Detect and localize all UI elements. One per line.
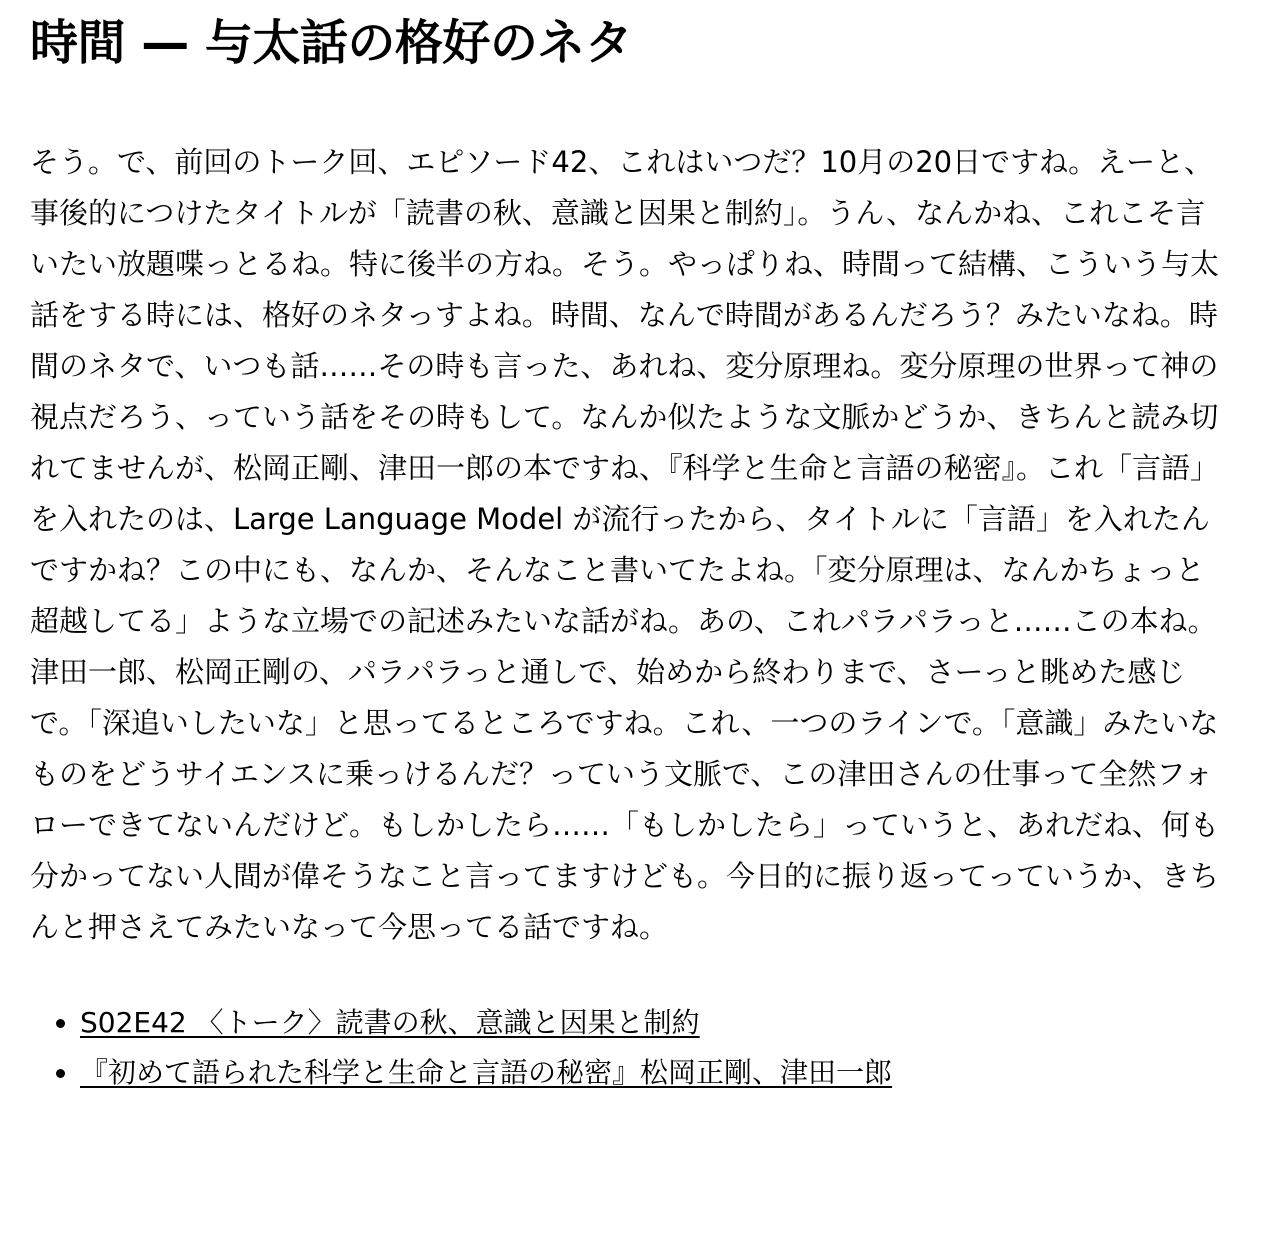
article [0, 15, 1261, 1098]
list-item [80, 1048, 1231, 1098]
book-link[interactable]: 『初めて語られた科学と生命と言語の秘密』松岡正剛、津田一郎 [80, 1055, 893, 1089]
article-body: そう。で、前回のトーク回、エピソード42、これはいつだ？10月の20日ですね。えーと、事後的につけたタイトルが「読書の秋、意識と因果と制約」。うん、なんかね、これこそ言いたい放題喋っとるね。特に後半の方ね。そう。やっぱりね、時間って結構、こういう与太話をする時には、格好のネタっすよね。時間、なんで時間があるんだろう？みたいなね。時間のネタで、いつも話……その時も言った、あれね、変分原理ね。変分原理の世界って神の視点だろう、っていう話をその時もして。なんか似たような文脈かどうか、きちんと読み切れてませんが、松岡正剛、津田一郎の本ですね、『科学と生命と言語の秘密』。これ「言語」を入れたのは、Large Language Model が流行ったから、タイトルに「言語」を入れたんですかね？この中にも、なんか、そんなこと書いてたよね。「変分原理は、なんかちょっと超越してる」ような立場での記述みたいな話がね。あの、これパラパラっと……この本ね。津田一郎、松岡正剛の、パラパラっと通しで、始めから終わりまで、さーっと眺めた感じで。「深追いしたいな」と思ってるところですね。これ、一つのラインで。「意識」みたいなものをどうサイエンスに乗っけるんだ？っていう文脈で、この津田さんの仕事って全然フォローできてないんだけど。もしかしたら……「もしかしたら」っていうと、あれだね、何も分かってない人間が偉そうなこと言ってますけども。今日的に振り返ってっていうか、きちんと押さえてみたいなって今思ってる話ですね。 [30, 144, 1220, 944]
episode-link[interactable]: S02E42 〈トーク〉読書の秋、意識と因果と制約 [80, 1005, 700, 1039]
article-title: 時間 — 与太話の格好のネタ [30, 15, 633, 71]
reference-links [30, 998, 1231, 1098]
list-item [80, 998, 1231, 1048]
